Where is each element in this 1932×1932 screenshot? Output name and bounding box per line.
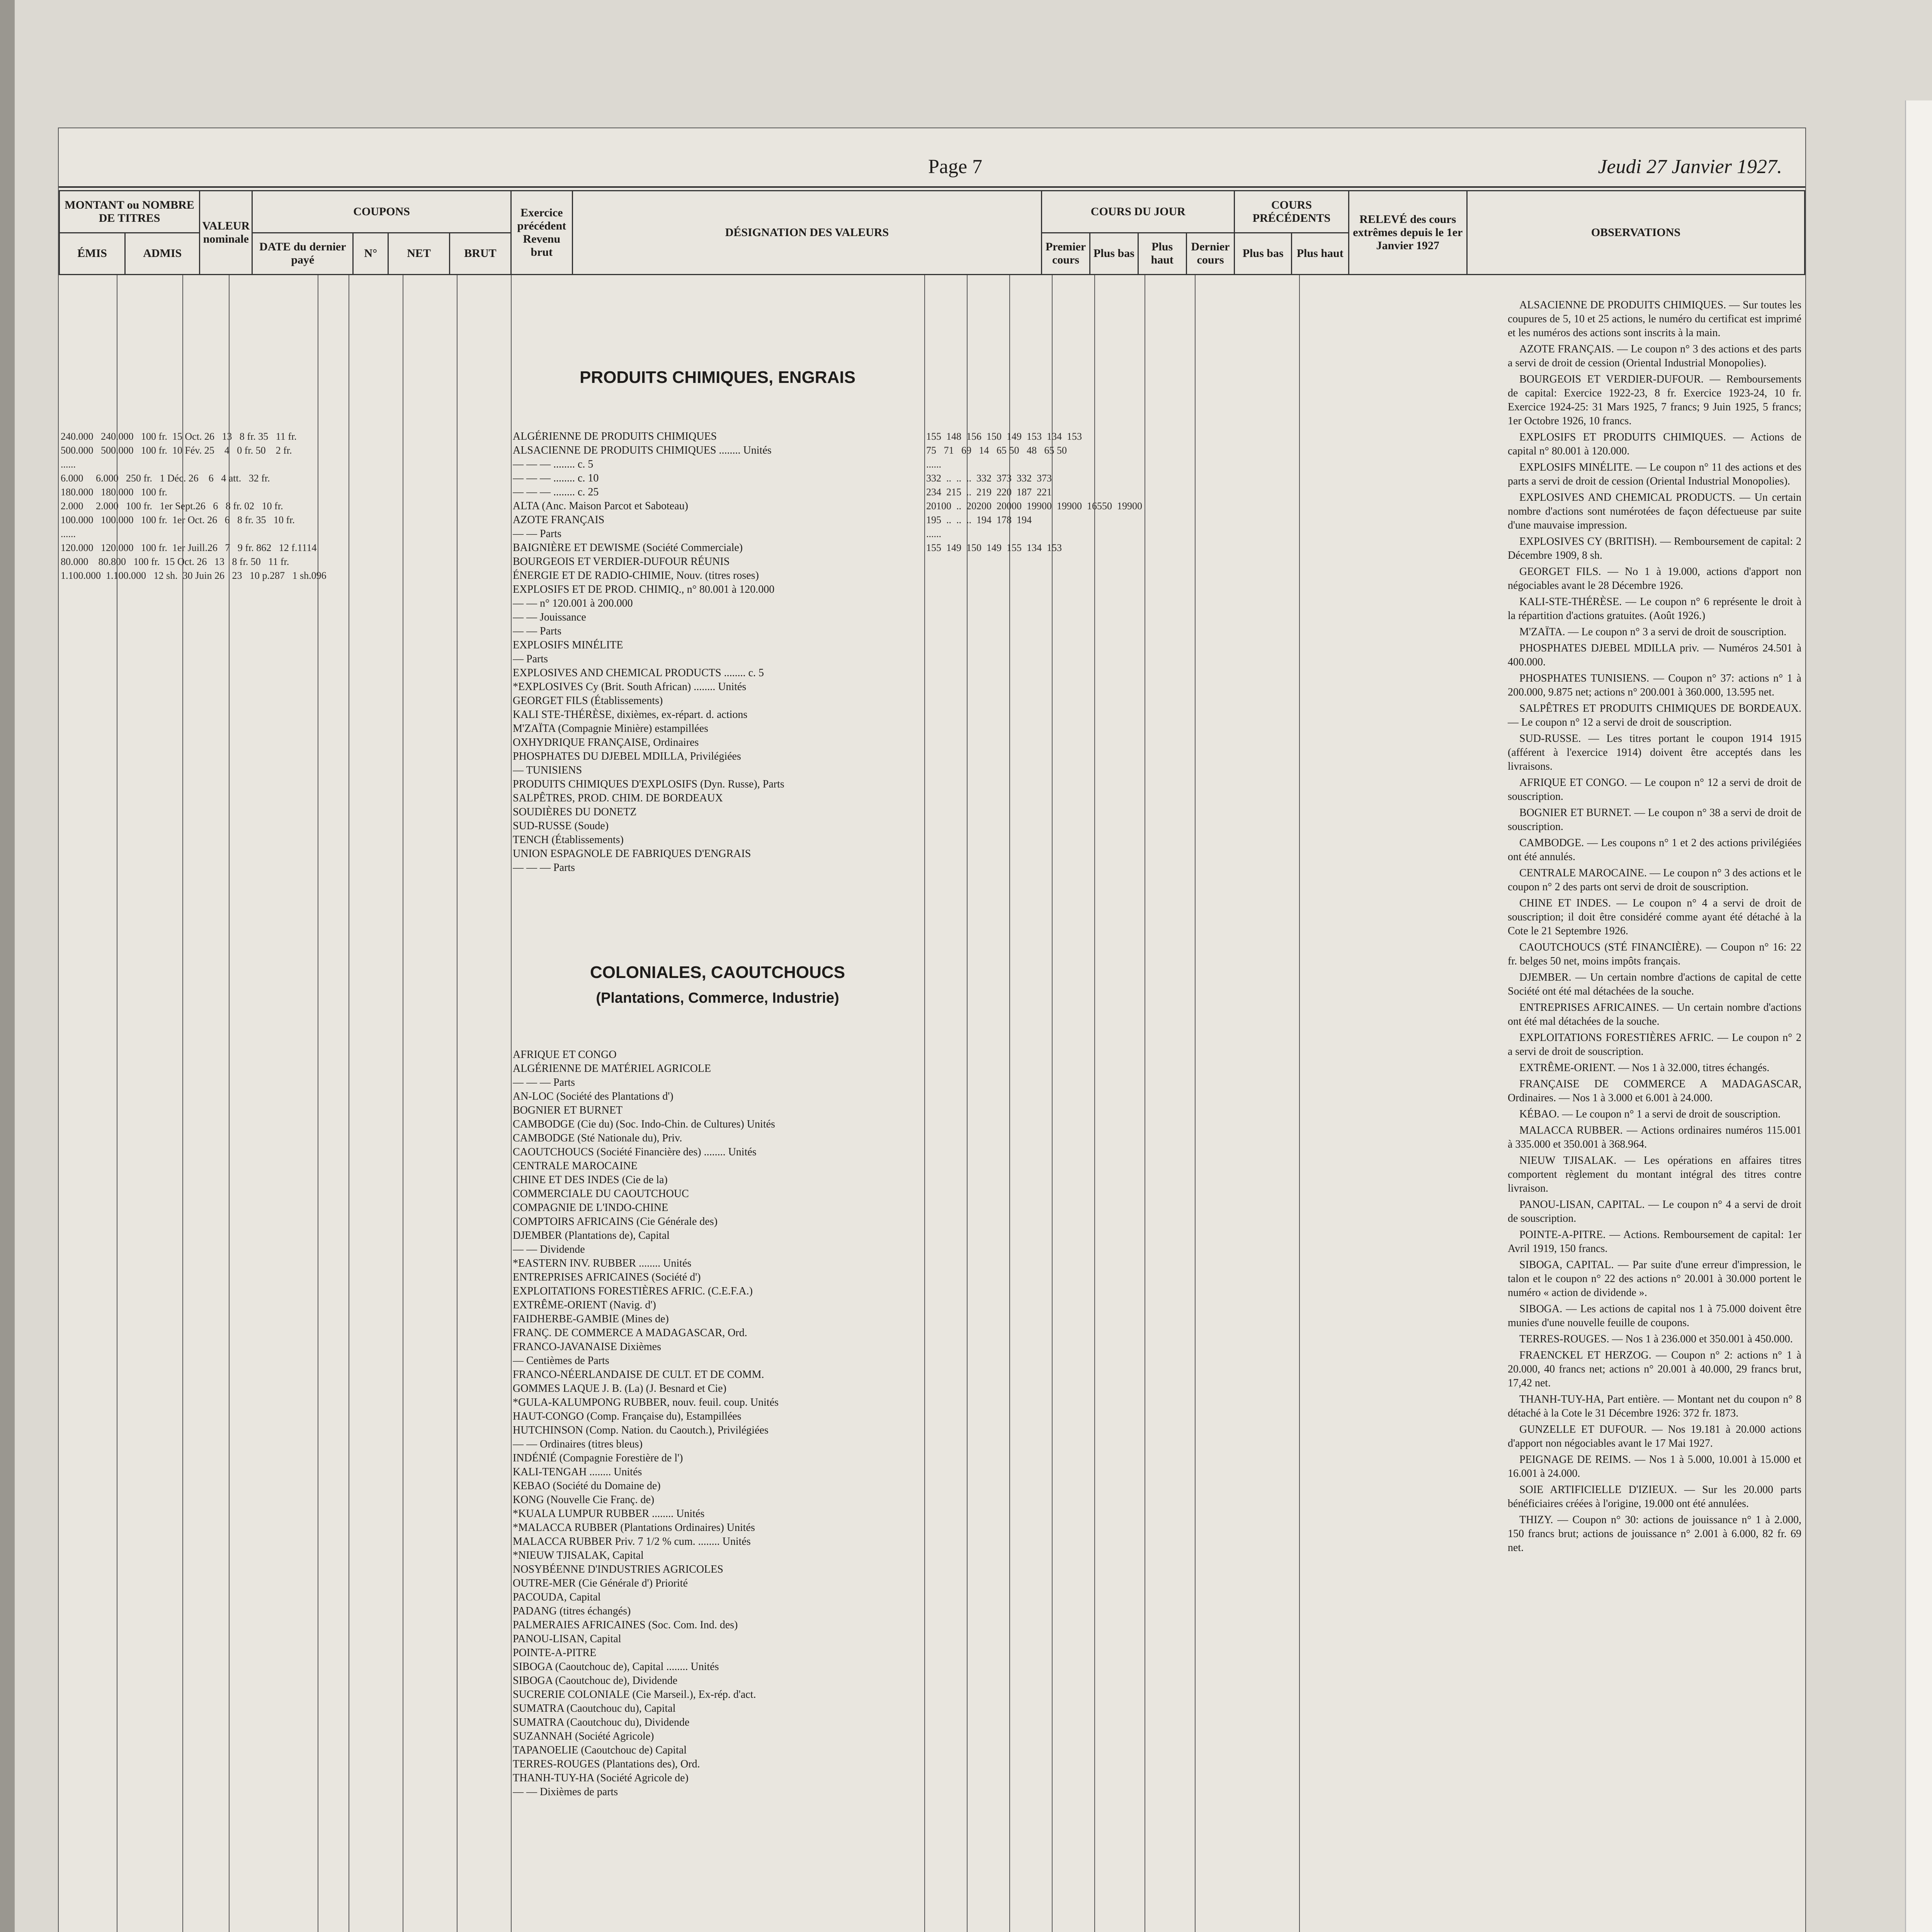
obs-paragraph: EXPLOSIFS MINÉLITE. — Le coupon n° 11 des actions et des parts a servi de droit de cession (Oriental Industrial Monopolies). xyxy=(1508,461,1801,487)
row: EXPLOITATIONS FORESTIÈRES AFRIC. (C.E.F.A.) xyxy=(513,1285,753,1297)
row: FRANÇ. DE COMMERCE A MADAGASCAR, Ord. xyxy=(513,1327,747,1339)
obs-paragraph: MALACCA RUBBER. — Actions ordinaires numéros 115.001 à 335.000 et 350.001 à 368.964. xyxy=(1508,1124,1801,1150)
adjacent-page-edge xyxy=(1905,100,1932,1932)
obs-paragraph: FRAENCKEL ET HERZOG. — Coupon n° 2: actions n° 1 à 20.000, 40 francs net; actions n° 20.001 à 40.000, 29 francs brut, 17,42 net. xyxy=(1508,1349,1801,1389)
col-valeur: VALEUR nominale xyxy=(200,191,252,275)
col-coupons: COUPONS xyxy=(252,191,511,233)
obs-paragraph: AFRIQUE ET CONGO. — Le coupon n° 12 a servi de droit de souscription. xyxy=(1508,777,1801,803)
col-num: N° xyxy=(353,233,388,275)
col-prec-bas: Plus bas xyxy=(1235,233,1292,275)
row: AFRIQUE ET CONGO xyxy=(513,1049,617,1061)
row: — Parts xyxy=(513,653,548,665)
obs-paragraph: AZOTE FRANÇAIS. — Le coupon n° 3 des actions et des parts a servi de droit de cession (Oriental Industrial Monopolies). xyxy=(1508,343,1801,369)
obs-paragraph: EXPLOSIFS ET PRODUITS CHIMIQUES. — Actions de capital n° 80.001 à 120.000. xyxy=(1508,431,1801,457)
row: COMPAGNIE DE L'INDO-CHINE xyxy=(513,1202,668,1214)
col-plus-haut: Plus haut xyxy=(1138,233,1186,275)
row: KALI-TENGAH ........ Unités xyxy=(513,1466,642,1478)
row: FRANCO-NÉERLANDAISE DE CULT. ET DE COMM. xyxy=(513,1369,764,1381)
row: ÉNERGIE ET DE RADIO-CHIMIE, Nouv. (titres roses) xyxy=(513,570,759,582)
row: SALPÊTRES, PROD. CHIM. DE BORDEAUX xyxy=(513,792,723,804)
row: ALGÉRIENNE DE MATÉRIEL AGRICOLE xyxy=(513,1063,711,1075)
left-numeric-columns: 240.000 240.000 100 fr. 15 Oct. 26 13 8 fr. 35 11 fr. 500.000 500.000 100 fr. 10 Fév. 25 4 0 fr. 50 2 fr. ...... 6.000 6.000 250 fr. 1 Déc. 26 6 4 att. 32 fr. 180.000 180.000 100 fr. 2.000 2.000 100 fr. 1er Sept.26 6 8 fr. 02 10 fr. 100.000 100.000 100 fr. 1er Oct. 26 6 8 fr. 35 10 fr. ...... 120.000 120.000 100 fr. 1er Juill.26 7 9 fr. 862 12 f.1114 80.000 80.800 100 fr. 15 Oct. 26 13 8 fr. 50 11 fr. 1.100.000 1.100.000 12 sh. 30 Juin 26 23 10 p.287 1 sh.096 xyxy=(61,431,327,581)
row: — TUNISIENS xyxy=(513,764,582,776)
obs-paragraph: CENTRALE MAROCAINE. — Le coupon n° 3 des actions et le coupon n° 2 des parts ont servi de droit de souscription. xyxy=(1508,867,1801,893)
row: TENCH (Établissements) xyxy=(513,834,624,846)
row: — — — Parts xyxy=(513,1077,575,1088)
row: EXPLOSIFS ET DE PROD. CHIMIQ., n° 80.001 à 120.000 xyxy=(513,583,775,595)
row: ALTA (Anc. Maison Parcot et Saboteau) xyxy=(513,500,688,512)
row: ENTREPRISES AFRICAINES (Société d') xyxy=(513,1271,701,1283)
obs-paragraph: PHOSPHATES TUNISIENS. — Coupon n° 37: actions n° 1 à 200.000, 9.875 net; actions n° 200.001 à 360.000, 13.595 net. xyxy=(1508,672,1801,698)
column-header-table xyxy=(59,190,1805,275)
row: ALSACIENNE DE PRODUITS CHIMIQUES ........ Unités xyxy=(513,444,772,456)
row: BOGNIER ET BURNET xyxy=(513,1104,623,1116)
price-columns: 155 148 156 150 149 153 134 153 75 71 69 14 65 50 48 65 50 ...... 332 .. .. .. 332 373 332 373 234 215 .. 219 220 187 221 20100 .. 20200 20000 19900 19900 16550 19900 195 .. .. .. 194 178 194 ...... 155 149 150 149 155 134 153 xyxy=(926,431,1142,553)
obs-paragraph: M'ZAÏTA. — Le coupon n° 3 a servi de droit de souscription. xyxy=(1519,626,1787,638)
row: HAUT-CONGO (Comp. Française du), Estampillées xyxy=(513,1410,742,1422)
obs-paragraph: SIBOGA, CAPITAL. — Par suite d'une erreur d'impression, le talon et le coupon n° 22 des actions n° 20.001 à 30.000 portent le numéro « action de dividende ». xyxy=(1508,1259,1801,1299)
row: PHOSPHATES DU DJEBEL MDILLA, Privilégiées xyxy=(513,750,741,762)
obs-paragraph: DJEMBER. — Un certain nombre d'actions de capital de cette Société ont été mal détachées de la souche. xyxy=(1508,971,1801,997)
col-dernier: Dernier cours xyxy=(1186,233,1235,275)
row: — — — ........ c. 25 xyxy=(513,486,599,498)
row: FAIDHERBE-GAMBIE (Mines de) xyxy=(513,1313,669,1325)
scan-left-edge xyxy=(0,0,15,1932)
col-montant: MONTANT ou NOMBRE DE TITRES xyxy=(60,191,200,233)
row: — — Jouissance xyxy=(513,611,586,623)
obs-paragraph: PEIGNAGE DE REIMS. — Nos 1 à 5.000, 10.001 à 15.000 et 16.001 à 24.000. xyxy=(1508,1454,1801,1480)
row: SUZANNAH (Société Agricole) xyxy=(513,1730,654,1742)
col-cours-jour: COURS DU JOUR xyxy=(1042,191,1235,233)
row: GEORGET FILS (Établissements) xyxy=(513,695,663,707)
section-subtitle-coloniales: (Plantations, Commerce, Industrie) xyxy=(596,990,839,1006)
row: AZOTE FRANÇAIS xyxy=(513,514,605,526)
obs-paragraph: EXTRÊME-ORIENT. — Nos 1 à 32.000, titres échangés. xyxy=(1519,1062,1770,1074)
obs-paragraph: GUNZELLE ET DUFOUR. — Nos 19.181 à 20.000 actions d'apport non négociables avant le 17 Mai 1927. xyxy=(1508,1423,1801,1449)
row: FRANCO-JAVANAISE Dixièmes xyxy=(513,1341,662,1353)
row: EXPLOSIFS MINÉLITE xyxy=(513,639,623,651)
row: PRODUITS CHIMIQUES D'EXPLOSIFS (Dyn. Russe), Parts xyxy=(513,778,784,790)
section-title-coloniales: COLONIALES, CAOUTCHOUCS xyxy=(590,963,845,982)
obs-paragraph: CAOUTCHOUCS (STÉ FINANCIÈRE). — Coupon n° 16: 22 fr. belges 50 net, moins impôts français. xyxy=(1508,941,1801,967)
row: KALI STE-THÉRÈSE, dixièmes, ex-répart. d. actions xyxy=(513,709,748,721)
row: SIBOGA (Caoutchouc de), Dividende xyxy=(513,1675,678,1687)
obs-paragraph: BOURGEOIS ET VERDIER-DUFOUR. — Remboursements de capital: Exercice 1922-23, 8 fr. Exercice 1923-24, 10 fr. Exercice 1924-25: 31 Mars 1925, 7 francs; 9 Juin 1925, 5 francs; 1er Octobre 1926, 10 francs. xyxy=(1508,373,1801,427)
row: MALACCA RUBBER Priv. 7 1/2 % cum. ........ Unités xyxy=(513,1536,751,1548)
row: PADANG (titres échangés) xyxy=(513,1605,631,1617)
row: TAPANOELIE (Caoutchouc de) Capital xyxy=(513,1744,687,1756)
obs-paragraph: PANOU-LISAN, CAPITAL. — Le coupon n° 4 a servi de droit de souscription. xyxy=(1508,1199,1801,1225)
row: ALGÉRIENNE DE PRODUITS CHIMIQUES xyxy=(513,430,717,442)
row: SUD-RUSSE (Soude) xyxy=(513,820,609,832)
row: POINTE-A-PITRE xyxy=(513,1647,597,1659)
obs-paragraph: CAMBODGE. — Les coupons n° 1 et 2 des actions privilégiées ont été annulés. xyxy=(1508,837,1801,863)
row: — — — ........ c. 10 xyxy=(513,472,599,484)
row: EXTRÊME-ORIENT (Navig. d') xyxy=(513,1299,656,1311)
obs-paragraph: SOIE ARTIFICIELLE D'IZIEUX. — Sur les 20.000 parts bénéficiaires créées à l'origine, 19.000 ont été annulées. xyxy=(1508,1484,1801,1510)
obs-paragraph: ALSACIENNE DE PRODUITS CHIMIQUES. — Sur toutes les coupures de 5, 10 et 25 actions, le numéro du certificat est imprimé et les numéros des actions sont inscrits à la main. xyxy=(1508,299,1801,339)
col-exercice: Exercice précédent Revenu brut xyxy=(511,191,572,275)
observations-column xyxy=(1508,298,1801,1557)
row: BAIGNIÈRE ET DEWISME (Société Commerciale) xyxy=(513,542,743,554)
obs-paragraph: GEORGET FILS. — No 1 à 19.000, actions d'apport non négociables avant le 28 Décembre 1926. xyxy=(1508,566,1801,592)
obs-paragraph: PHOSPHATES DJEBEL MDILLA priv. — Numéros 24.501 à 400.000. xyxy=(1508,642,1801,668)
row: HUTCHINSON (Comp. Nation. du Caoutch.), Privilégiées xyxy=(513,1424,769,1436)
row: TERRES-ROUGES (Plantations des), Ord. xyxy=(513,1758,700,1770)
row: CAMBODGE (Sté Nationale du), Priv. xyxy=(513,1132,682,1144)
newspaper-page xyxy=(58,128,1806,1932)
obs-paragraph: KÉBAO. — Le coupon n° 1 a servi de droit de souscription. xyxy=(1519,1108,1781,1120)
row: KONG (Nouvelle Cie Franç. de) xyxy=(513,1494,655,1506)
col-date: DATE du dernier payé xyxy=(252,233,353,275)
row: *MALACCA RUBBER (Plantations Ordinaires) Unités xyxy=(513,1522,755,1534)
row: M'ZAÏTA (Compagnie Minière) estampillées xyxy=(513,723,708,735)
row: — — Parts xyxy=(513,528,561,540)
col-cours-prec: COURS PRÉCÉDENTS xyxy=(1235,191,1349,233)
obs-paragraph: KALI-STE-THÉRÈSE. — Le coupon n° 6 représente le droit à la répartition d'actions gratuites. (Août 1926.) xyxy=(1508,596,1801,622)
row: — — Dividende xyxy=(513,1243,585,1255)
row: NOSYBÉENNE D'INDUSTRIES AGRICOLES xyxy=(513,1563,723,1575)
row: BOURGEOIS ET VERDIER-DUFOUR RÉUNIS xyxy=(513,556,730,568)
row: CAMBODGE (Cie du) (Soc. Indo-Chin. de Cultures) Unités xyxy=(513,1118,775,1130)
row: SUMATRA (Caoutchouc du), Dividende xyxy=(513,1716,690,1728)
row: PACOUDA, Capital xyxy=(513,1591,601,1603)
col-releve: RELEVÉ des cours extrêmes depuis le 1er Janvier 1927 xyxy=(1349,191,1467,275)
obs-paragraph: ENTREPRISES AFRICAINES. — Un certain nombre d'actions ont été mal détachées de la souche. xyxy=(1508,1002,1801,1027)
row: AN-LOC (Société des Plantations d') xyxy=(513,1090,673,1102)
row: SOUDIÈRES DU DONETZ xyxy=(513,806,637,818)
obs-paragraph: EXPLOSIVES CY (BRITISH). — Remboursement de capital: 2 Décembre 1909, 8 sh. xyxy=(1508,536,1801,561)
row: SIBOGA (Caoutchouc de), Capital ........ Unités xyxy=(513,1661,719,1673)
obs-paragraph: SIBOGA. — Les actions de capital nos 1 à 75.000 doivent être munies d'une nouvelle feuille de coupons. xyxy=(1508,1303,1801,1329)
col-observations: OBSERVATIONS xyxy=(1467,191,1804,275)
row: COMPTOIRS AFRICAINS (Cie Générale des) xyxy=(513,1216,718,1228)
row: OUTRE-MER (Cie Générale d') Priorité xyxy=(513,1577,688,1589)
row: — — Parts xyxy=(513,625,561,637)
col-admis: ADMIS xyxy=(125,233,200,275)
row: PANOU-LISAN, Capital xyxy=(513,1633,621,1645)
row: — — Dixièmes de parts xyxy=(513,1786,618,1798)
row: — Centièmes de Parts xyxy=(513,1355,609,1367)
rows-chimiques xyxy=(513,430,922,874)
row: THANH-TUY-HA (Société Agricole de) xyxy=(513,1772,689,1784)
row: GOMMES LAQUE J. B. (La) (J. Besnard et Cie) xyxy=(513,1383,726,1395)
row: — — n° 120.001 à 200.000 xyxy=(513,597,633,609)
row: CAOUTCHOUCS (Société Financière des) ........ Unités xyxy=(513,1146,757,1158)
obs-paragraph: EXPLOITATIONS FORESTIÈRES AFRIC. — Le coupon n° 2 a servi de droit de souscription. xyxy=(1508,1032,1801,1058)
col-plus-bas: Plus bas xyxy=(1090,233,1138,275)
col-net: NET xyxy=(388,233,450,275)
section-title-chimiques: PRODUITS CHIMIQUES, ENGRAIS xyxy=(580,368,855,387)
rows-coloniales xyxy=(513,1048,922,1817)
row: UNION ESPAGNOLE DE FABRIQUES D'ENGRAIS xyxy=(513,848,751,860)
row: COMMERCIALE DU CAOUTCHOUC xyxy=(513,1188,689,1200)
row: *EXPLOSIVES Cy (Brit. South African) ........ Unités xyxy=(513,681,747,693)
header-rule xyxy=(59,186,1805,188)
obs-paragraph: NIEUW TJISALAK. — Les opérations en affaires titres comportent règlement du montant intégral des titres contre livraison. xyxy=(1508,1155,1801,1194)
row: — — — ........ c. 5 xyxy=(513,458,594,470)
row: CENTRALE MAROCAINE xyxy=(513,1160,638,1172)
row: SUMATRA (Caoutchouc du), Capital xyxy=(513,1702,676,1714)
row: PALMERAIES AFRICAINES (Soc. Com. Ind. des) xyxy=(513,1619,738,1631)
row: SUCRERIE COLONIALE (Cie Marseil.), Ex-rép. d'act. xyxy=(513,1689,756,1701)
obs-paragraph: POINTE-A-PITRE. — Actions. Remboursement de capital: 1er Avril 1919, 150 francs. xyxy=(1508,1229,1801,1255)
row: KEBAO (Société du Domaine de) xyxy=(513,1480,661,1492)
row: INDÉNIÉ (Compagnie Forestière de l') xyxy=(513,1452,683,1464)
row: DJEMBER (Plantations de), Capital xyxy=(513,1230,670,1242)
obs-paragraph: CHINE ET INDES. — Le coupon n° 4 a servi de droit de souscription; il doit être considéré comme ayant été détaché à la Cote le 21 Septembre 1926. xyxy=(1508,897,1801,937)
row: *NIEUW TJISALAK, Capital xyxy=(513,1549,644,1561)
obs-paragraph: TERRES-ROUGES. — Nos 1 à 236.000 et 350.001 à 450.000. xyxy=(1519,1333,1793,1345)
col-emis: ÉMIS xyxy=(60,233,125,275)
rule xyxy=(924,275,925,1932)
obs-paragraph: BOGNIER ET BURNET. — Le coupon n° 38 a servi de droit de souscription. xyxy=(1508,807,1801,833)
row: CHINE ET DES INDES (Cie de la) xyxy=(513,1174,668,1186)
obs-paragraph: EXPLOSIVES AND CHEMICAL PRODUCTS. — Un certain nombre d'actions sont numérotées de façon défectueuse par suite d'une mauvaise impression. xyxy=(1508,492,1801,531)
row: *KUALA LUMPUR RUBBER ........ Unités xyxy=(513,1508,705,1520)
obs-paragraph: SUD-RUSSE. — Les titres portant le coupon 1914 1915 (afférent à l'exercice 1914) doivent être acceptés dans les livraisons. xyxy=(1508,733,1801,772)
obs-paragraph: THANH-TUY-HA, Part entière. — Montant net du coupon n° 8 détaché à la Cote le 31 Décembre 1926: 372 fr. 1873. xyxy=(1508,1393,1801,1419)
obs-paragraph: FRANÇAISE DE COMMERCE A MADAGASCAR, Ordinaires. — Nos 1 à 3.000 et 6.001 à 24.000. xyxy=(1508,1078,1801,1104)
row: OXHYDRIQUE FRANÇAISE, Ordinaires xyxy=(513,736,699,748)
row: *GULA-KALUMPONG RUBBER, nouv. feuil. coup. Unités xyxy=(513,1396,779,1408)
col-brut: BRUT xyxy=(450,233,511,275)
obs-paragraph: THIZY. — Coupon n° 30: actions de jouissance n° 1 à 2.000, 150 francs brut; actions de jouissance n° 2.001 à 6.000, 82 fr. 69 net. xyxy=(1508,1514,1801,1554)
col-premier: Premier cours xyxy=(1042,233,1090,275)
row: — — — Parts xyxy=(513,862,575,874)
row: — — Ordinaires (titres bleus) xyxy=(513,1438,643,1450)
row: EXPLOSIVES AND CHEMICAL PRODUCTS ........ c. 5 xyxy=(513,667,764,679)
obs-paragraph: SALPÊTRES ET PRODUITS CHIMIQUES DE BORDEAUX. — Le coupon n° 12 a servi de droit de souscription. xyxy=(1508,702,1801,728)
page-date: Jeudi 27 Janvier 1927. xyxy=(1598,156,1782,178)
row: *EASTERN INV. RUBBER ........ Unités xyxy=(513,1257,692,1269)
page-number: Page 7 xyxy=(928,156,983,178)
col-designation: DÉSIGNATION DES VALEURS xyxy=(572,191,1041,275)
col-prec-haut: Plus haut xyxy=(1291,233,1349,275)
